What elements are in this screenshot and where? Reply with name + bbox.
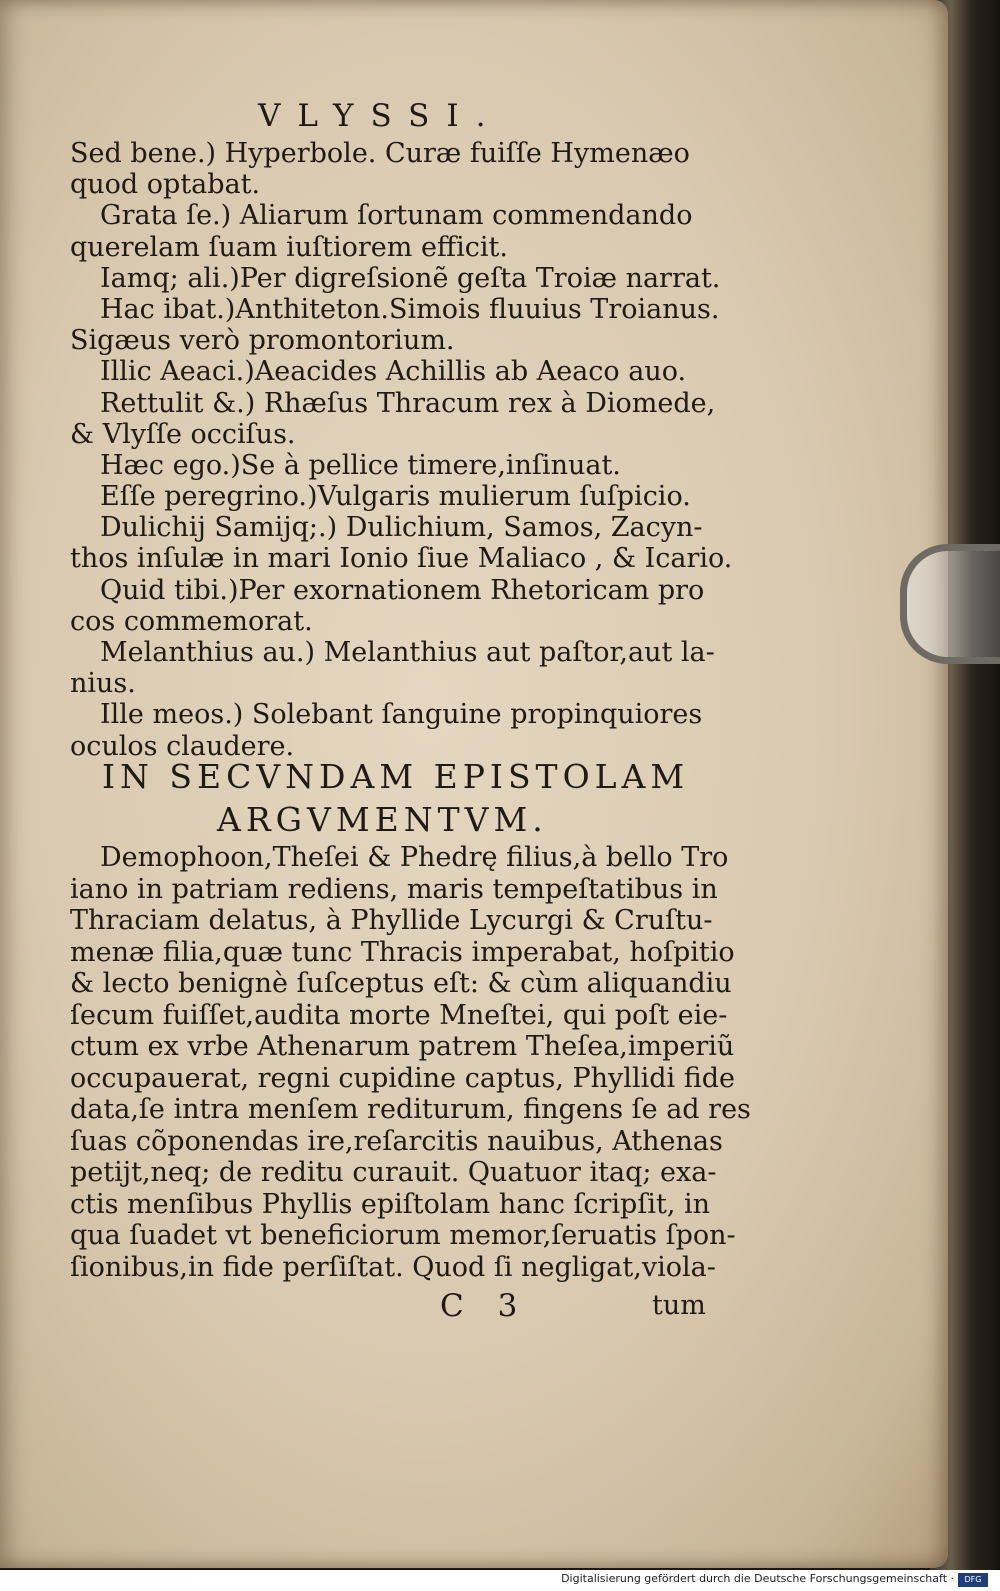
text-line: iano in patriam rediens, maris tempeſtatibus in	[70, 873, 718, 905]
text-line: Rettulit &.) Rhæſus Thracum rex à Diomede,	[100, 387, 716, 419]
text-line: Eſſe peregrino.)Vulgaris mulierum ſuſpicio.	[100, 481, 691, 513]
text-line: Sigæus verò promontorium.	[70, 325, 455, 357]
text-line: cos commemorat.	[70, 605, 313, 637]
text-line: quod optabat.	[70, 169, 261, 201]
text-line: thos inſulæ in mari Ionio ſiue Maliaco , & Icario.	[70, 543, 733, 575]
text-line: Dulichij Samijq;.) Dulichium, Samos, Zacyn-	[100, 512, 703, 544]
running-head: VLYSSI.	[258, 98, 503, 134]
text-line: occupauerat, regni cupidine captus, Phyllidi fide	[70, 1062, 735, 1094]
footer-credit: Digitalisierung gefördert durch die Deutsche Forschungsgemeinschaft ·	[561, 1572, 954, 1585]
text-line: petijt,neq; de reditu curauit. Quatuor itaq; exa-	[70, 1157, 717, 1188]
text-line: & lecto benignè ſuſceptus eſt: & cùm aliquandiu	[70, 968, 732, 999]
text-line: & Vlyſſe occiſus.	[70, 418, 296, 450]
text-line: data,ſe intra menſem rediturum, fingens ſe ad res	[70, 1094, 751, 1125]
text-line: Melanthius au.) Melanthius aut paſtor,aut la-	[100, 637, 715, 668]
text-line: Hac ibat.)Anthiteton.Simois fluuius Troianus.	[100, 293, 720, 325]
section-heading: IN SECVNDAM EPISTOLAM	[102, 757, 690, 796]
text-line: menæ filia,quæ tunc Thracis imperabat, hoſpitio	[70, 936, 735, 968]
text-line: ſecum fuiſſet,audita morte Mneſtei, qui poſt eie-	[70, 999, 728, 1031]
text-line: Quid tibi.)Per exornationem Rhetoricam pro	[100, 574, 705, 606]
notes-block	[70, 138, 733, 762]
dfg-logo: DFG	[958, 1573, 988, 1587]
text-line: Ille meos.) Solebant ſanguine propinquiores	[100, 699, 703, 731]
signature-mark: C 3	[440, 1288, 530, 1324]
text-line: querelam ſuam iuſtiorem efficit.	[70, 231, 508, 263]
text-line: oculos claudere.	[70, 730, 295, 762]
text-line: Demophoon,Theſei & Phedrę filius,à bello Tro	[100, 842, 729, 873]
footer-bar	[0, 1570, 1000, 1591]
catchword: tum	[652, 1290, 706, 1321]
text-line: ſuas cõponendas ire,reſarcitis nauibus, Athenas	[70, 1125, 723, 1157]
section-subheading: ARGVMENTVM.	[217, 800, 548, 839]
text-line: ſionibus,in fide perſiſtat. Quod ſi negligat,viola-	[70, 1251, 716, 1283]
text-line: Sed bene.) Hyperbole. Curæ fuiſſe Hymenæo	[70, 138, 690, 169]
text-line: ctis menſibus Phyllis epiſtolam hanc ſcripſit, in	[70, 1188, 711, 1220]
argument-block	[70, 842, 751, 1283]
text-line: Hæc ego.)Se à pellice timere,inſinuat.	[100, 449, 621, 481]
text-line: qua ſuadet vt beneficiorum memor,ſeruatis ſpon-	[70, 1220, 736, 1251]
text-line: Iamq; ali.)Per digreſsionẽ geſta Troiæ narrat.	[100, 262, 721, 294]
text-line: nius.	[70, 668, 136, 700]
text-line: ctum ex vrbe Athenarum patrem Theſea,imperiũ	[70, 1031, 735, 1062]
text-line: Grata ſe.) Aliarum ſortunam commendando	[100, 200, 693, 232]
text-line: Illic Aeaci.)Aeacides Achillis ab Aeaco auo.	[100, 356, 687, 388]
text-line: Thraciam delatus, à Phyllide Lycurgi & Cruſtu-	[70, 905, 713, 936]
page-clip	[900, 544, 1000, 664]
